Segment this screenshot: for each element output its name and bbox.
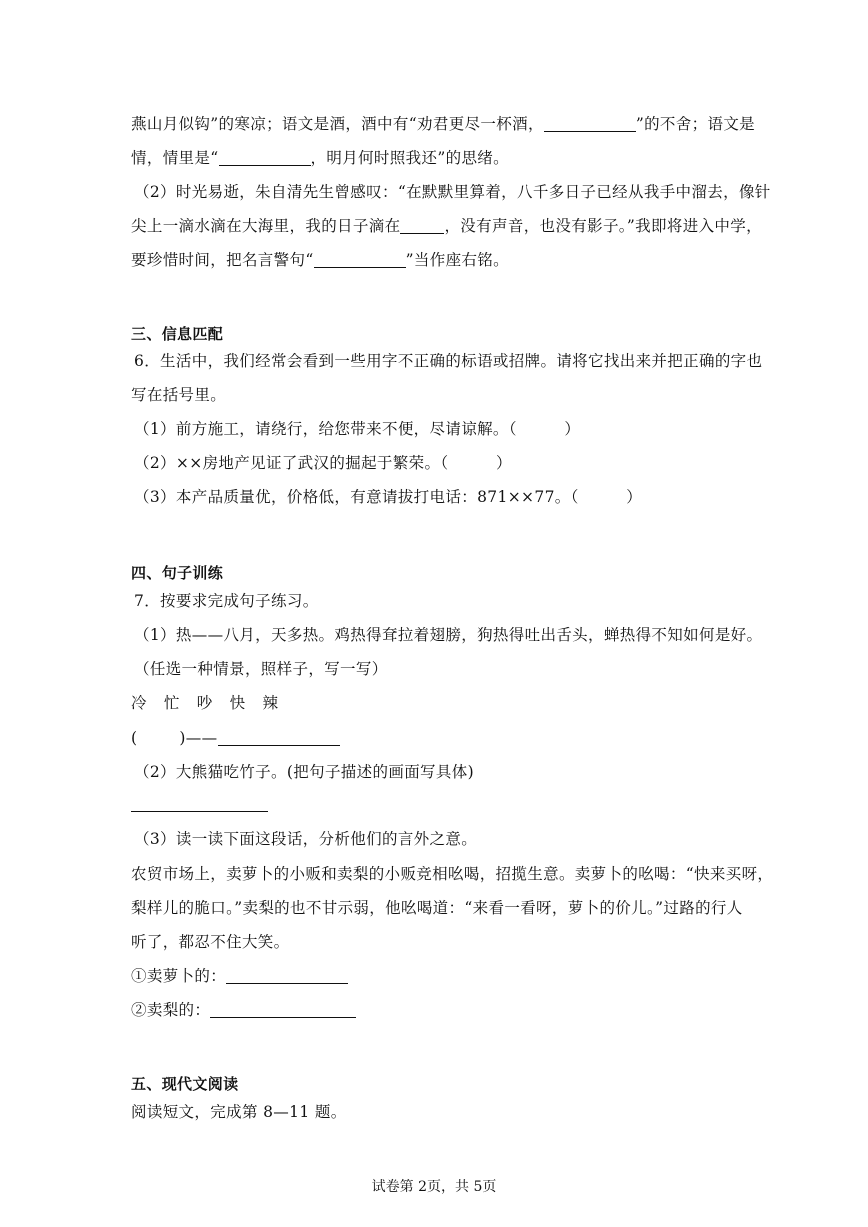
section-heading: 四、句子训练 [131, 564, 224, 582]
char-options [131, 693, 295, 713]
text-segment: ，没有声音，也没有影子。”我即将进入中学， [444, 217, 762, 235]
passage-line: 农贸市场上，卖萝卜的小贩和卖梨的小贩竞相吆喝，招揽生意。卖萝卜的吆喝：“快来买呀， [131, 865, 774, 883]
answer-blank[interactable] [400, 232, 444, 234]
sub-question: （2）大熊猫吃竹子。(把句子描述的画面写具体) [134, 763, 475, 781]
sub-question: （3）读一读下面这段话，分析他们的言外之意。 [134, 830, 478, 848]
question-line: 阅读短文，完成第 8—11 题。 [131, 1103, 347, 1121]
answer-blank[interactable] [131, 811, 268, 812]
text-segment: ”当作座右铭。 [405, 251, 509, 269]
answer-line [131, 728, 340, 748]
text-segment: 情，情里是“ [131, 149, 219, 167]
answer-blank[interactable] [219, 164, 311, 166]
passage-line: 梨样儿的脆口。”卖梨的也不甘示弱，他吆喝道：“来看一看呀，萝卜的价儿。”过路的行人 [131, 899, 743, 917]
answer-blank[interactable] [314, 266, 406, 268]
char-option: 辣 [262, 694, 279, 712]
section-heading: 五、现代文阅读 [131, 1075, 239, 1093]
passage-line: 听了，都忍不住大笑。 [131, 933, 290, 951]
list-item: （1）前方施工，请绕行，给您带来不便，尽请谅解。（ ） [134, 420, 581, 438]
question-line: 6．生活中，我们经常会看到一些用字不正确的标语或招牌。请将它找出来并把正确的字也 [134, 352, 763, 370]
question-line: 7．按要求完成句子练习。 [134, 592, 319, 610]
question-line: （2）时光易逝，朱自清先生曾感叹：“在默默里算着，八千多日子已经从我手中溜去，像针 [134, 183, 771, 201]
section-heading: 三、信息匹配 [131, 325, 224, 343]
answer-blank[interactable] [544, 130, 636, 132]
question-line: 写在括号里。 [131, 386, 227, 404]
text-segment: 尖上一滴水滴在大海里，我的日子滴在 [131, 217, 401, 235]
sub-question: （1）热——八月，天多热。鸡热得耷拉着翅膀，狗热得吐出舌头，蝉热得不知如何是好。 [134, 626, 763, 644]
answer-label: ①卖萝卜的： [131, 967, 227, 985]
paren-open: ( [131, 729, 138, 747]
text-line [131, 250, 509, 270]
answer-label: ②卖梨的： [131, 1001, 211, 1019]
answer-line [131, 966, 348, 986]
text-segment: 燕山月似钩”的寒凉；语文是酒，酒中有“劝君更尽一杯酒， [131, 115, 544, 133]
char-option: 冷 [131, 694, 147, 712]
answer-blank[interactable] [226, 982, 348, 984]
list-item: （2）××房地产见证了武汉的掘起于繁荣。（ ） [134, 454, 512, 472]
paren-close: )—— [179, 729, 218, 747]
sub-question-note: （任选一种情景，照样子，写一写） [134, 660, 388, 678]
char-option: 吵 [196, 694, 213, 712]
answer-blank[interactable] [210, 1016, 356, 1018]
answer-blank[interactable] [218, 744, 340, 746]
text-segment: ，明月何时照我还”的思绪。 [310, 149, 510, 167]
page-footer: 试卷第 2页，共 5页 [371, 1179, 497, 1195]
char-option: 快 [229, 694, 246, 712]
text-line [131, 114, 755, 134]
list-item: （3）本产品质量优，价格低，有意请拔打电话：871××77。（ ） [134, 488, 643, 506]
answer-line [131, 1000, 356, 1020]
text-segment: ”的不舍；语文是 [635, 115, 756, 133]
text-line [131, 148, 509, 168]
text-line [131, 216, 762, 236]
text-segment: 要珍惜时间，把名言警句“ [131, 251, 314, 269]
char-option: 忙 [163, 694, 180, 712]
